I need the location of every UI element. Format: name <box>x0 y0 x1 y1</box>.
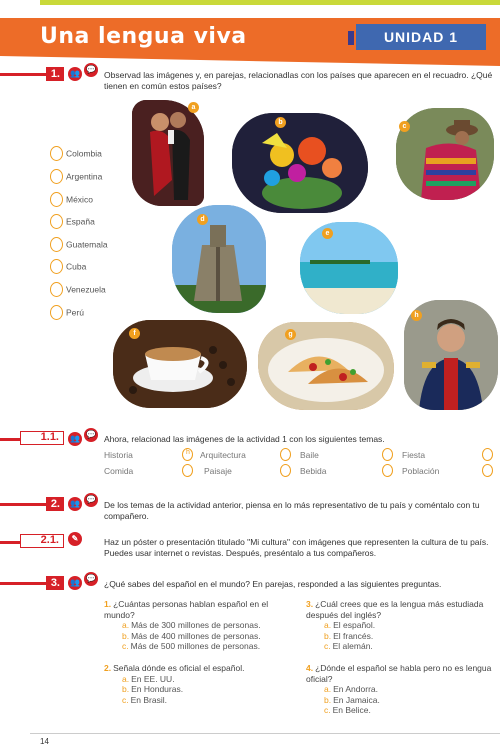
answer-option[interactable]: c. En Brasil. <box>122 694 167 705</box>
pair-work-icon: 👥 <box>68 497 82 511</box>
exercise-number: 3. <box>46 576 64 590</box>
speaking-icon: 💬 <box>84 572 98 586</box>
answer-option[interactable]: a. El español. <box>324 620 376 630</box>
exercise-bar <box>0 541 20 544</box>
exercise-bar <box>0 438 20 441</box>
country-item[interactable]: Perú <box>50 305 84 321</box>
unit-marker <box>348 31 354 45</box>
answer-option[interactable]: a. En EE. UU. <box>122 673 175 684</box>
pair-work-icon: 👥 <box>68 67 82 81</box>
photo-andean-woman <box>396 108 494 200</box>
exercise-instruction: ¿Qué sabes del español en el mundo? En parejas, responded a las siguientes preguntas. <box>104 579 442 589</box>
answer-option[interactable]: b. En Jamaica. <box>324 694 380 705</box>
speaking-icon: 💬 <box>84 428 98 442</box>
country-item[interactable]: Venezuela <box>50 282 106 298</box>
speaking-icon: 💬 <box>84 63 98 77</box>
theme-item: Historia <box>104 450 133 460</box>
answer-circle[interactable] <box>50 192 63 207</box>
answer-option[interactable]: c. Más de 500 millones de personas. <box>122 641 261 651</box>
top-accent-line <box>40 0 500 5</box>
page-title: Una lengua viva <box>40 24 247 49</box>
quiz-question: 1. ¿Cuántas personas hablan español en el mundo? a. Más de 300 millones de personas. b. Más de 400 millones de personas. c. Más de 500 millones de personas. <box>104 599 294 652</box>
answer-circle[interactable] <box>482 448 493 461</box>
country-item[interactable]: Cuba <box>50 259 86 275</box>
country-item[interactable]: Guatemala <box>50 237 108 253</box>
photo-letter: b <box>275 117 286 128</box>
photo-letter: c <box>399 121 410 132</box>
country-item[interactable]: Argentina <box>50 169 102 185</box>
answer-circle[interactable] <box>50 282 63 297</box>
photo-letter: d <box>197 214 208 225</box>
quiz-question: 4. ¿Dónde el español se habla pero no es lengua oficial? a. En Andorra. b. En Jamaica. c. En Belice. <box>306 663 496 716</box>
answer-option[interactable]: b. En Honduras. <box>122 684 184 694</box>
answer-circle[interactable] <box>50 259 63 274</box>
theme-item: Comida <box>104 466 134 476</box>
photo-caribbean-beach <box>300 222 398 314</box>
photo-letter: e <box>322 228 333 239</box>
speaking-icon: 💬 <box>84 493 98 507</box>
exercise-instruction: De los temas de la actividad anterior, piensa en lo más representativo de tu país y coméntalo con tu compañero. <box>104 500 480 521</box>
answer-option[interactable]: a. En Andorra. <box>324 684 378 694</box>
exercise-bar <box>0 582 46 585</box>
answer-option[interactable]: a. Más de 300 millones de personas. <box>122 620 261 630</box>
pair-work-icon: 👥 <box>68 576 82 590</box>
page-number: 14 <box>40 737 49 746</box>
unit-badge: UNIDAD 1 <box>356 24 486 50</box>
exercise-number: 1. <box>46 67 64 81</box>
exercise-instruction: Observad las imágenes y, en parejas, relacionadlas con los países que aparecen en el recuadro. ¿Qué tienen en común estos países? <box>104 70 493 91</box>
footer-divider <box>30 733 500 734</box>
answer-circle[interactable] <box>280 464 291 477</box>
exercise-number: 2.1. <box>20 534 64 548</box>
pair-work-icon: 👥 <box>68 432 82 446</box>
photo-mexican-food <box>258 322 394 410</box>
photo-festival-float <box>232 113 368 213</box>
answer-circle[interactable] <box>50 214 63 229</box>
country-item[interactable]: España <box>50 214 95 230</box>
answer-circle[interactable] <box>50 169 63 184</box>
photo-letter: a <box>188 102 199 113</box>
answer-option[interactable]: c. El alemán. <box>324 641 373 651</box>
writing-icon: ✎ <box>68 532 82 546</box>
photo-letter: h <box>411 310 422 321</box>
answer-circle[interactable] <box>50 146 63 161</box>
photo-letter: g <box>285 329 296 340</box>
answer-circle[interactable] <box>50 237 63 252</box>
exercise-bar <box>0 503 46 506</box>
answer-circle[interactable] <box>50 305 63 320</box>
exercise-instruction: Haz un póster o presentación titulado "Mi cultura" con imágenes que representen la cultura de tu país. Puedes usar internet o revistas. Después, preséntalo a tus compañeros. <box>104 537 489 558</box>
country-item[interactable]: Colombia <box>50 146 102 162</box>
photo-tango-dancers <box>132 100 204 206</box>
photo-letter: f <box>129 328 140 339</box>
answer-circle[interactable] <box>482 464 493 477</box>
answer-circle[interactable] <box>382 448 393 461</box>
exercise-bar <box>0 73 46 76</box>
answer-option[interactable]: b. Más de 400 millones de personas. <box>122 630 261 641</box>
banner-shadow <box>0 56 500 66</box>
answer-circle[interactable] <box>280 448 291 461</box>
answer-option[interactable]: b. El francés. <box>324 630 374 641</box>
answer-circle[interactable] <box>382 464 393 477</box>
country-item[interactable]: México <box>50 192 93 208</box>
photo-mayan-temple <box>172 205 266 313</box>
answer-circle[interactable] <box>182 464 193 477</box>
quiz-question: 3. ¿Cuál crees que es la lengua más estudiada después del inglés? a. El español. b. El francés. c. El alemán. <box>306 599 496 652</box>
exercise-number: 2. <box>46 497 64 511</box>
exercise-instruction: Ahora, relacionad las imágenes de la actividad 1 con los siguientes temas. <box>104 434 385 444</box>
answer-option[interactable]: c. En Belice. <box>324 705 371 715</box>
quiz-question: 2. Señala dónde es oficial el español. a. En EE. UU. b. En Honduras. c. En Brasil. <box>104 663 294 705</box>
exercise-number: 1.1. <box>20 431 64 445</box>
